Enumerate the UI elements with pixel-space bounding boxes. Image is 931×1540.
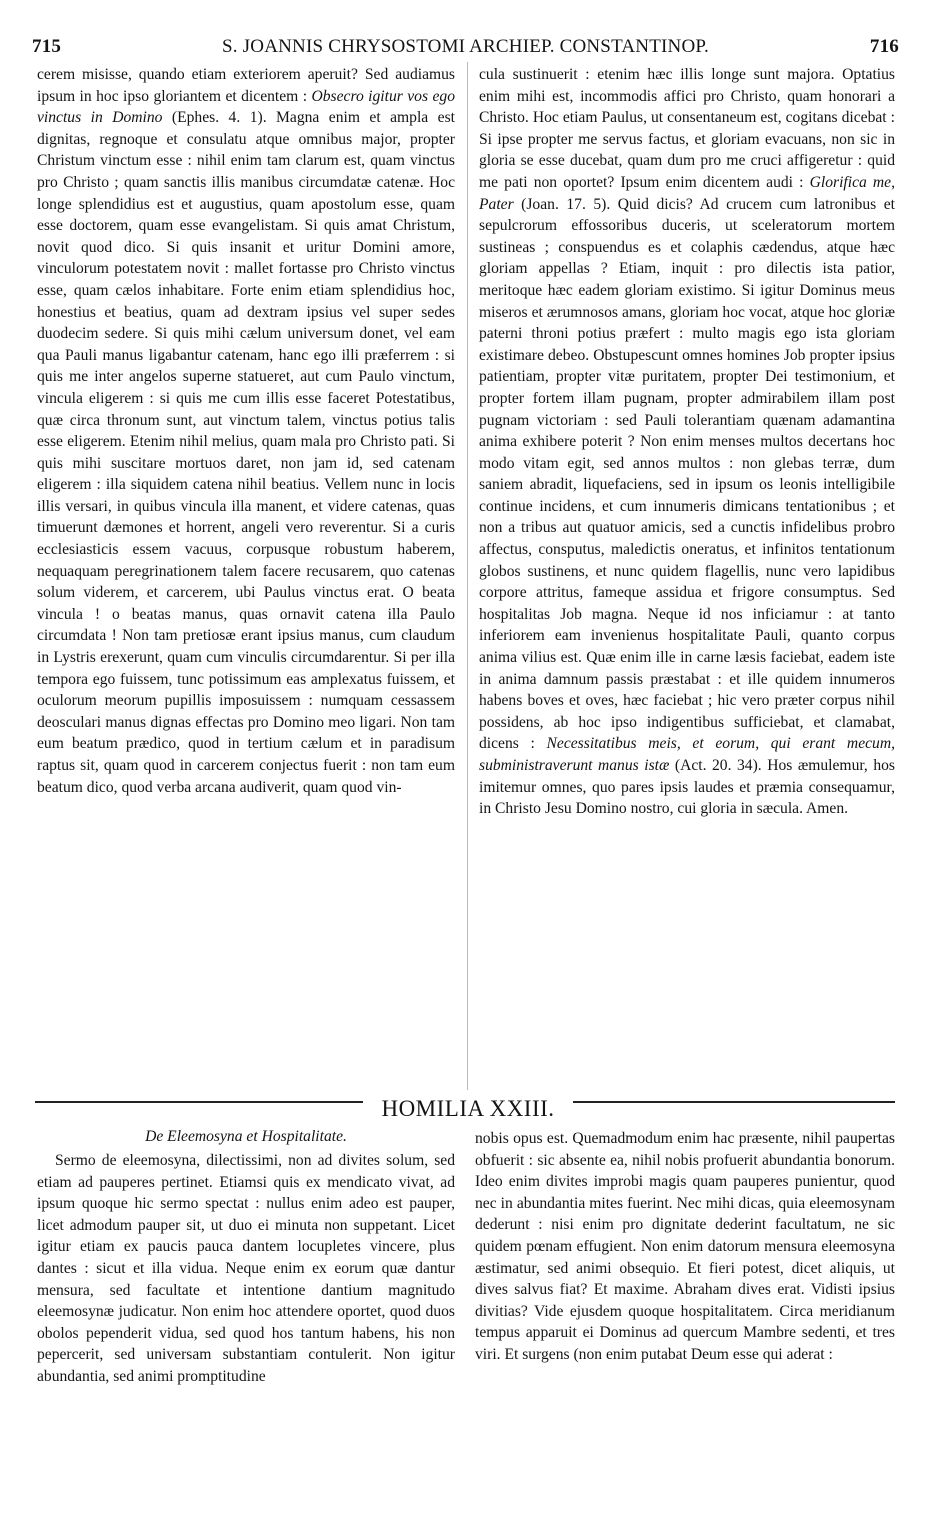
running-title: S. JOANNIS CHRYSOSTOMI ARCHIEP. CONSTANTINOP.: [222, 36, 709, 57]
section-rule-right: [573, 1101, 895, 1103]
scripture-quote: Obsecro igitur vos ego vinctus in Domino: [37, 87, 455, 127]
scripture-quote: Glorifica me, Pater: [479, 173, 895, 213]
text-column-left: [37, 64, 455, 1090]
paragraph: [479, 64, 895, 820]
scripture-quote: Necessitatibus meis, et eorum, qui erant mecum, subministraverunt manus istæ: [479, 735, 895, 774]
paragraph: [37, 64, 455, 798]
homily-column-right: [475, 1128, 895, 1510]
text-run: cula sustinuerit : etenim hæc illis longe sunt majora. Optatius enim mihi est, incommodis affici pro Christo, quam honorari a Christo. Hoc etiam Paulus, ut consentaneum est, cogitans dicebat : Si ipse propter me servus factus, et gloriam evacuans, non sic in gloria se esse ducebat, quam dum pro me cruci affigeretur : quid me pati non oportet? Ipsum enim dicentem audi :: [479, 66, 895, 191]
paragraph: nobis opus est. Quemadmodum enim hac præsente, nihil paupertas obfuerit : sic absente ea, nihil nobis profuerit abundantia bonorum. Ideo enim divites improbi magis quam pauperes punientur, quod nec in abundantia mites fuerint. Nec mihi dicas, quia eleemosynam dederunt : nisi enim pro dignitate dederint facultatum, ne sic quidem pœnam effugient. Non enim datorum mensura eleemosyna æstimatur, sed animi obsequio. Et fieri potest, dicet aliquis, ut dives salvus fiat? Et maxime. Abraham dives erat. Vidisti ipsius divitias? Vide ejusdem quoque hospitalitatem. Circa meridianum tempus apparuit ei Dominus ad quercum Mambre sedenti, et tres viri. Et surgens (non enim putabat Deum esse qui aderat :: [475, 1130, 895, 1363]
text-run: Quid dicis? Ad crucem cum latronibus et sepulcrorum effossoribus duceris, ut sceleratorum mortem sustineas ; conspuendus es et colaphis cædendus, atque hæc gloriam appellas ? Etiam, inquit : pro dilectis ista patior, meritoque hæc eadem gloriam existimo. Si igitur Dominus meus miseros et ærumnosos amans, gloriam hoc vocat, atque hoc gloriæ paterni throni potius præfert : multo magis ego ista gloriam existimare debeo. Obstupescunt omnes homines Job propter ipsius patientiam, propter vitæ puritatem, propter Dei testimonium, et propter fortem illam pugnam, propter admirabilem illam post pugnam victoriam : sed Pauli tolerantiam quænam adamantina anima exhibere poterit ? Non enim menses multos decertans hoc modo vitam egit, sed annos multos : non glebas terræ, dum saniem abradit, liquefaciens, sed in ipsum os leonis intelligibile continue incidens, et cum innumeris dimicans tentationibus ; et non a tribus aut quatuor amicis, sed a cunctis infidelibus probro affectus, consputus, maledictis oneratus, et infinitos tentationum globos sustinens, et nunc quidem flagellis, nunc vero lapidibus corpore attritus, fameque assidua et frigore consumptus. Sed hospitalitas Job magna. Neque id nos inficiamur : at tanto inferiorem eam invenienus hospitalitate Pauli, quanto corpus anima vilius est. Quæ enim ille in carne læsis faciebat, eadem iste in anima damnum passis præstabat : et ille quidem innumeros habens boves et oves, hæc faciebat ; hic vero præter corpus nihil possidens, ab hoc ipso indigentibus sufficiebat, et clamabat, dicens :: [479, 195, 895, 753]
running-header: [32, 34, 899, 60]
section-rule-left: [35, 1101, 363, 1103]
text-run: cerem misisse, quando etiam exteriorem aperuit? Sed audiamus ipsum in hoc ipso gloriantem et dicentem :: [37, 66, 455, 105]
homily-subtitle: De Eleemosyna et Hospitalitate.: [145, 1128, 347, 1145]
scripture-reference: (Joan. 17. 5).: [513, 195, 611, 213]
scripture-reference: (Ephes. 4. 1).: [162, 109, 267, 127]
text-run: Hos æmulemur, hos imitemur omnes, quo pares ipsis laudes et præmia consequamur, in Christo Jesu Domino nostro, cui gloria in sæcula. Amen.: [479, 757, 895, 818]
homily-title: HOMILIA XXIII.: [381, 1096, 555, 1121]
column-divider: [467, 62, 468, 1090]
page-number-right: 716: [869, 36, 899, 57]
scripture-reference: (Act. 20. 34).: [669, 757, 762, 774]
text-run: Magna enim et ampla est dignitas, regnoque et consulatu atque omnibus major, propter Christum vinctum esse : nihil enim tam clarum est, quam vinctus pro Christo ; quam sanctis illis manibus circumdatæ catenæ. Hoc longe splendidius est et augustius, quam apostolum esse, quam esse doctorem, quam esse evangelistam. Si quis amat Christum, novit quod dico. Si quis insanit et uritur Domini amore, vinculorum potestatem novit : mallet fortasse pro Christo vinctus esse, quam cælos inhabitare. Forte enim etiam splendidius hoc, honestius et beatius, quam ad dextram ipsius vel super sedes duodecim sedere. Si quis mihi cælum universum donet, vel eam qua Pauli manus ligabantur catenam, hanc ego illi præferrem : si quis me inter angelos superne statueret, aut cum Paulo vinctum, vincula eligerem : si quis me cum illis esse faceret Potestatibus, quæ circa thronum sunt, aut vinctum talem, vinctus potius talis esse eligerem. Etenim nihil melius, quam mala pro Christo pati. Si quis mihi suscitare mortuos daret, non jam id, sed catenam eligerem : illa siquidem catena nihil beatius. Vellem nunc in locis illis versari, in quibus vincula illa manent, et videre catenas, quas timuerunt dæmones et horrent, angeli vero reverentur. Si a curis ecclesiasticis essem vacuus, corpusque robustum haberem, nequaquam peregrinationem talem facere recusarem, quo catenas solum viderem, et carcerem, ubi Paulus vinctus erat. O beata vincula ! o beatas manus, quas ornavit catena illa Paulo circumdata ! Non tam pretiosæ erant ipsius manus, cum claudum in Lystris erexerunt, quam cum vinculis circumdarentur. Si per illa tempora ego fuissem, tunc potissimum eas amplexatus fuissem, et oculorum meorum pupillis imposuissem : numquam cessassem deosculari manus dignas effectas pro Domino meo ligari. Non tam eum beatum prædico, quod in tertium cælum et in paradisum raptus sit, quam quod in carcerem conjectus fuerit : non tam eum beatum dico, quod verba arcana audiverit, quam quod vin-: [37, 109, 455, 796]
page-number-left: 715: [32, 36, 62, 57]
paragraph: Sermo de eleemosyna, dilectissimi, non ad divites solum, sed etiam ad pauperes pertinet. Etiamsi quis ex mendicato vivat, ad ipsum quoque hic sermo spectat : nullus enim adeo est pauper, licet admodum pauper sit, ut duo ei minuta non suppetant. Licet igitur etiam ex paucis pauca dantem locupletes vincere, plus dantes : sicut et illa vidua. Neque enim ex eorum quæ dantur mensura, sed facultate et intentione dantium magnitudo eleemosynæ judicatur. Non enim hoc attendere oportet, quod duos obolos pependerit vidua, sed quod hos tantum habens, his non pepercerit, sed universam substantiam contulerit. Non igitur abundantia, sed animi promptitudine: [37, 1152, 455, 1385]
homily-column-left: [37, 1150, 455, 1510]
text-column-right: [479, 64, 895, 1090]
